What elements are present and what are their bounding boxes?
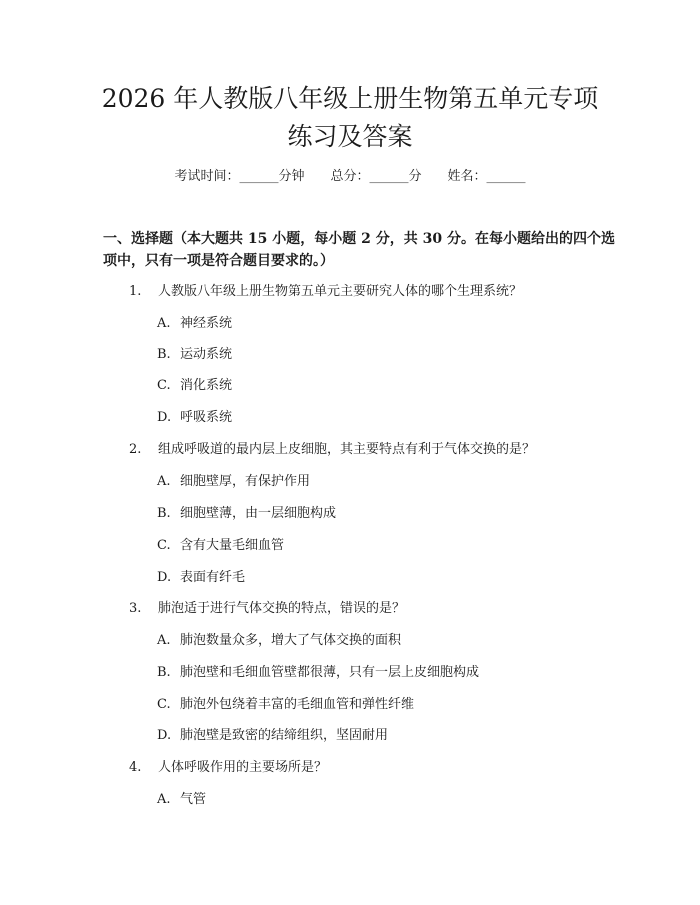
total-score-blank: ______分 [369, 169, 422, 184]
option-text: 肺泡外包绕着丰富的毛细血管和弹性纤维 [180, 697, 415, 712]
exam-meta-line [0, 168, 700, 186]
option-letter: D. [157, 570, 172, 585]
option-text: 气管 [180, 792, 207, 807]
question-text: 肺泡适于进行气体交换的特点，错误的是？ [158, 601, 406, 616]
student-name-blank: ______ [486, 169, 526, 184]
option-text: 呼吸系统 [180, 410, 233, 425]
section-header-line-1: 一、选择题（本大题共 15 小题，每小题 2 分，共 30 分。在每小题给出的四个选 [103, 231, 615, 247]
option-letter: A. [157, 474, 171, 489]
option-letter: A. [157, 316, 171, 331]
exam-time-blank: ______分钟 [239, 169, 305, 184]
option-letter: B. [157, 665, 171, 680]
option-letter: C. [157, 697, 171, 712]
option-text: 含有大量毛细血管 [180, 538, 285, 553]
question-number: 2. [129, 442, 142, 457]
question-text: 人体呼吸作用的主要场所是？ [158, 760, 328, 775]
option-text: 表面有纤毛 [180, 570, 246, 585]
option-letter: D. [157, 410, 172, 425]
document-title-line-1: 2026 年人教版八年级上册生物第五单元专项 [101, 84, 599, 113]
option-text: 肺泡壁是致密的结缔组织，坚固耐用 [180, 728, 389, 743]
option-letter: A. [157, 792, 171, 807]
question-number: 4. [129, 760, 142, 775]
option-text: 运动系统 [180, 347, 233, 362]
exam-time-label: 考试时间： [174, 169, 240, 184]
question-text: 人教版八年级上册生物第五单元主要研究人体的哪个生理系统？ [158, 284, 523, 299]
option-letter: C. [157, 378, 171, 393]
question-number: 3. [129, 601, 142, 616]
option-text: 消化系统 [180, 378, 233, 393]
question-number: 1. [129, 284, 142, 299]
option-text: 肺泡壁和毛细血管壁都很薄，只有一层上皮细胞构成 [180, 665, 480, 680]
option-letter: C. [157, 538, 171, 553]
total-score-label: 总分： [330, 169, 370, 184]
option-text: 神经系统 [180, 316, 233, 331]
document-title-line-2: 练习及答案 [287, 122, 413, 151]
option-letter: D. [157, 728, 172, 743]
question-text: 组成呼吸道的最内层上皮细胞，其主要特点有利于气体交换的是？ [158, 442, 536, 457]
option-text: 细胞壁薄，由一层细胞构成 [180, 506, 337, 521]
option-text: 细胞壁厚，有保护作用 [180, 474, 311, 489]
option-letter: B. [157, 347, 171, 362]
option-letter: B. [157, 506, 171, 521]
option-text: 肺泡数量众多，增大了气体交换的面积 [180, 633, 402, 648]
student-name-label: 姓名： [447, 169, 487, 184]
option-letter: A. [157, 633, 171, 648]
section-header-line-2: 项中，只有一项是符合题目要求的。） [103, 253, 334, 269]
